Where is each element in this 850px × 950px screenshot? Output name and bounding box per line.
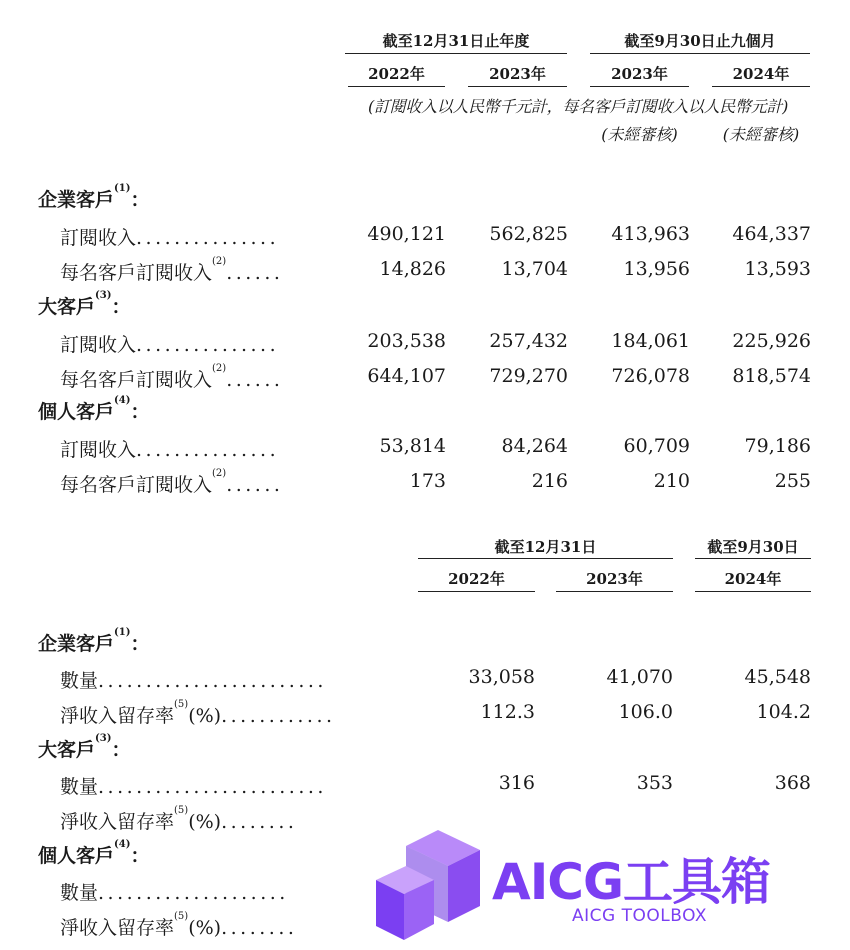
table-cell-value: 53,814 bbox=[379, 435, 446, 457]
table2-year-rule bbox=[556, 591, 673, 592]
table-cell-value: 353 bbox=[636, 772, 673, 794]
table2-year-2022: 2022年 bbox=[448, 570, 505, 588]
table-cell-value: 112.3 bbox=[480, 701, 535, 723]
row-label: 每名客戶訂閱收入$^{(2)}$...... bbox=[60, 468, 284, 496]
footnote-marker: (4) bbox=[114, 839, 131, 850]
table-cell-value: 106.0 bbox=[618, 701, 673, 723]
table2-group-rule-year-end bbox=[418, 558, 673, 559]
table-cell-value: 14,826 bbox=[379, 258, 446, 280]
table-cell-value: 464,337 bbox=[732, 223, 811, 245]
row-label: 訂閱收入............... bbox=[60, 334, 280, 356]
table-cell-value: 225,926 bbox=[732, 330, 811, 352]
leader-dots: ............... bbox=[136, 227, 280, 249]
table-cell-value: 41,070 bbox=[606, 666, 673, 688]
section-title: 個人客戶$^{(4)}$： bbox=[38, 395, 150, 423]
leader-dots: ........................ bbox=[98, 670, 327, 692]
leader-dots: ............ bbox=[221, 705, 336, 727]
table-cell-value: 33,058 bbox=[468, 666, 535, 688]
table1-year-rule bbox=[590, 86, 689, 87]
watermark-subtitle: AICG TOOLBOX bbox=[572, 906, 708, 926]
table-cell-value: 13,956 bbox=[623, 258, 690, 280]
watermark-title: AICG工具箱 bbox=[492, 853, 771, 911]
table1-year-rule bbox=[348, 86, 445, 87]
table1-group-header-nine-months: 截至9月30日止九個月 bbox=[624, 32, 776, 50]
section-title: 企業客戶$^{(1)}$： bbox=[38, 183, 150, 211]
row-label: 數量.................... bbox=[60, 882, 289, 904]
table-cell-value: 316 bbox=[498, 772, 535, 794]
table1-unaudited-note: (未經審核) bbox=[722, 125, 800, 144]
table-cell-value: 490,121 bbox=[367, 223, 446, 245]
table1-year-2024-9m: 2024年 bbox=[732, 65, 790, 83]
table-cell-value: 216 bbox=[531, 470, 568, 492]
leader-dots: ............... bbox=[136, 439, 280, 461]
stacked-box-icon bbox=[376, 828, 486, 943]
row-label: 淨收入留存率$^{(5)}$(%)........ bbox=[60, 805, 298, 833]
table2-group-rule-sep30 bbox=[695, 558, 811, 559]
section-title: 企業客戶$^{(1)}$： bbox=[38, 627, 150, 655]
table2-year-2023: 2023年 bbox=[586, 570, 643, 588]
table-cell-value: 368 bbox=[774, 772, 811, 794]
table-cell-value: 210 bbox=[653, 470, 690, 492]
row-label: 訂閱收入............... bbox=[60, 227, 280, 249]
table1-group-rule-year bbox=[345, 53, 567, 54]
table-cell-value: 562,825 bbox=[489, 223, 568, 245]
table-cell-value: 184,061 bbox=[611, 330, 690, 352]
table1-group-rule-nine-months bbox=[590, 53, 810, 54]
leader-dots: ........ bbox=[221, 917, 298, 939]
table1-year-rule bbox=[468, 86, 567, 87]
table-cell-value: 413,963 bbox=[611, 223, 690, 245]
leader-dots: ...... bbox=[226, 369, 284, 391]
table2-group-header-sep30: 截至9月30日 bbox=[707, 538, 799, 556]
leader-dots: ........ bbox=[221, 811, 298, 833]
table2-year-rule bbox=[418, 591, 535, 592]
row-label: 淨收入留存率$^{(5)}$(%)........ bbox=[60, 911, 298, 939]
table-cell-value: 79,186 bbox=[744, 435, 811, 457]
row-label: 數量........................ bbox=[60, 776, 327, 798]
table1-year-2023: 2023年 bbox=[489, 65, 546, 83]
leader-dots: ........................ bbox=[98, 776, 327, 798]
table-cell-value: 60,709 bbox=[623, 435, 690, 457]
table1-group-header-year: 截至12月31日止年度 bbox=[382, 32, 530, 50]
table2-year-rule bbox=[695, 591, 811, 592]
table-cell-value: 644,107 bbox=[367, 365, 446, 387]
table-cell-value: 173 bbox=[409, 470, 446, 492]
table-cell-value: 13,593 bbox=[744, 258, 811, 280]
footnote-marker: (5) bbox=[174, 699, 189, 710]
table2-group-header-year-end: 截至12月31日 bbox=[494, 538, 597, 556]
table1-unaudited-note: (未經審核) bbox=[601, 125, 678, 144]
table1-unit-note: (訂閱收入以人民幣千元計，每名客戶訂閱收入以人民幣元計) bbox=[367, 97, 789, 116]
table-cell-value: 84,264 bbox=[501, 435, 568, 457]
table-cell-value: 818,574 bbox=[732, 365, 811, 387]
table-cell-value: 726,078 bbox=[611, 365, 690, 387]
table2-year-2024: 2024年 bbox=[724, 570, 782, 588]
table1-year-rule bbox=[712, 86, 810, 87]
table-cell-value: 13,704 bbox=[501, 258, 568, 280]
footnote-marker: (3) bbox=[95, 290, 112, 301]
section-title: 個人客戶$^{(4)}$： bbox=[38, 839, 150, 867]
row-label: 淨收入留存率$^{(5)}$(%)............ bbox=[60, 699, 336, 727]
footnote-marker: (4) bbox=[114, 395, 131, 406]
footnote-marker: (3) bbox=[95, 733, 112, 744]
table-cell-value: 729,270 bbox=[489, 365, 568, 387]
footnote-marker: (5) bbox=[174, 805, 189, 816]
section-title: 大客戶$^{(3)}$： bbox=[38, 290, 131, 318]
watermark-logo bbox=[376, 828, 826, 943]
table-cell-value: 203,538 bbox=[367, 330, 446, 352]
footnote-marker: (5) bbox=[174, 911, 189, 922]
section-title: 大客戶$^{(3)}$： bbox=[38, 733, 131, 761]
leader-dots: ............... bbox=[136, 334, 280, 356]
row-label: 每名客戶訂閱收入$^{(2)}$...... bbox=[60, 256, 284, 284]
row-label: 訂閱收入............... bbox=[60, 439, 280, 461]
table1-year-2023-9m: 2023年 bbox=[611, 65, 668, 83]
leader-dots: ...... bbox=[226, 262, 284, 284]
row-label: 每名客戶訂閱收入$^{(2)}$...... bbox=[60, 363, 284, 391]
table-cell-value: 255 bbox=[774, 470, 811, 492]
footnote-marker: (2) bbox=[212, 363, 227, 374]
leader-dots: .................... bbox=[98, 882, 289, 904]
leader-dots: ...... bbox=[226, 474, 284, 496]
table1-year-2022: 2022年 bbox=[368, 65, 425, 83]
table-cell-value: 45,548 bbox=[744, 666, 811, 688]
row-label: 數量........................ bbox=[60, 670, 327, 692]
footnote-marker: (2) bbox=[212, 468, 227, 479]
footnote-marker: (1) bbox=[114, 183, 131, 194]
table-cell-value: 257,432 bbox=[489, 330, 568, 352]
footnote-marker: (1) bbox=[114, 627, 131, 638]
footnote-marker: (2) bbox=[212, 256, 227, 267]
table-cell-value: 104.2 bbox=[756, 701, 811, 723]
